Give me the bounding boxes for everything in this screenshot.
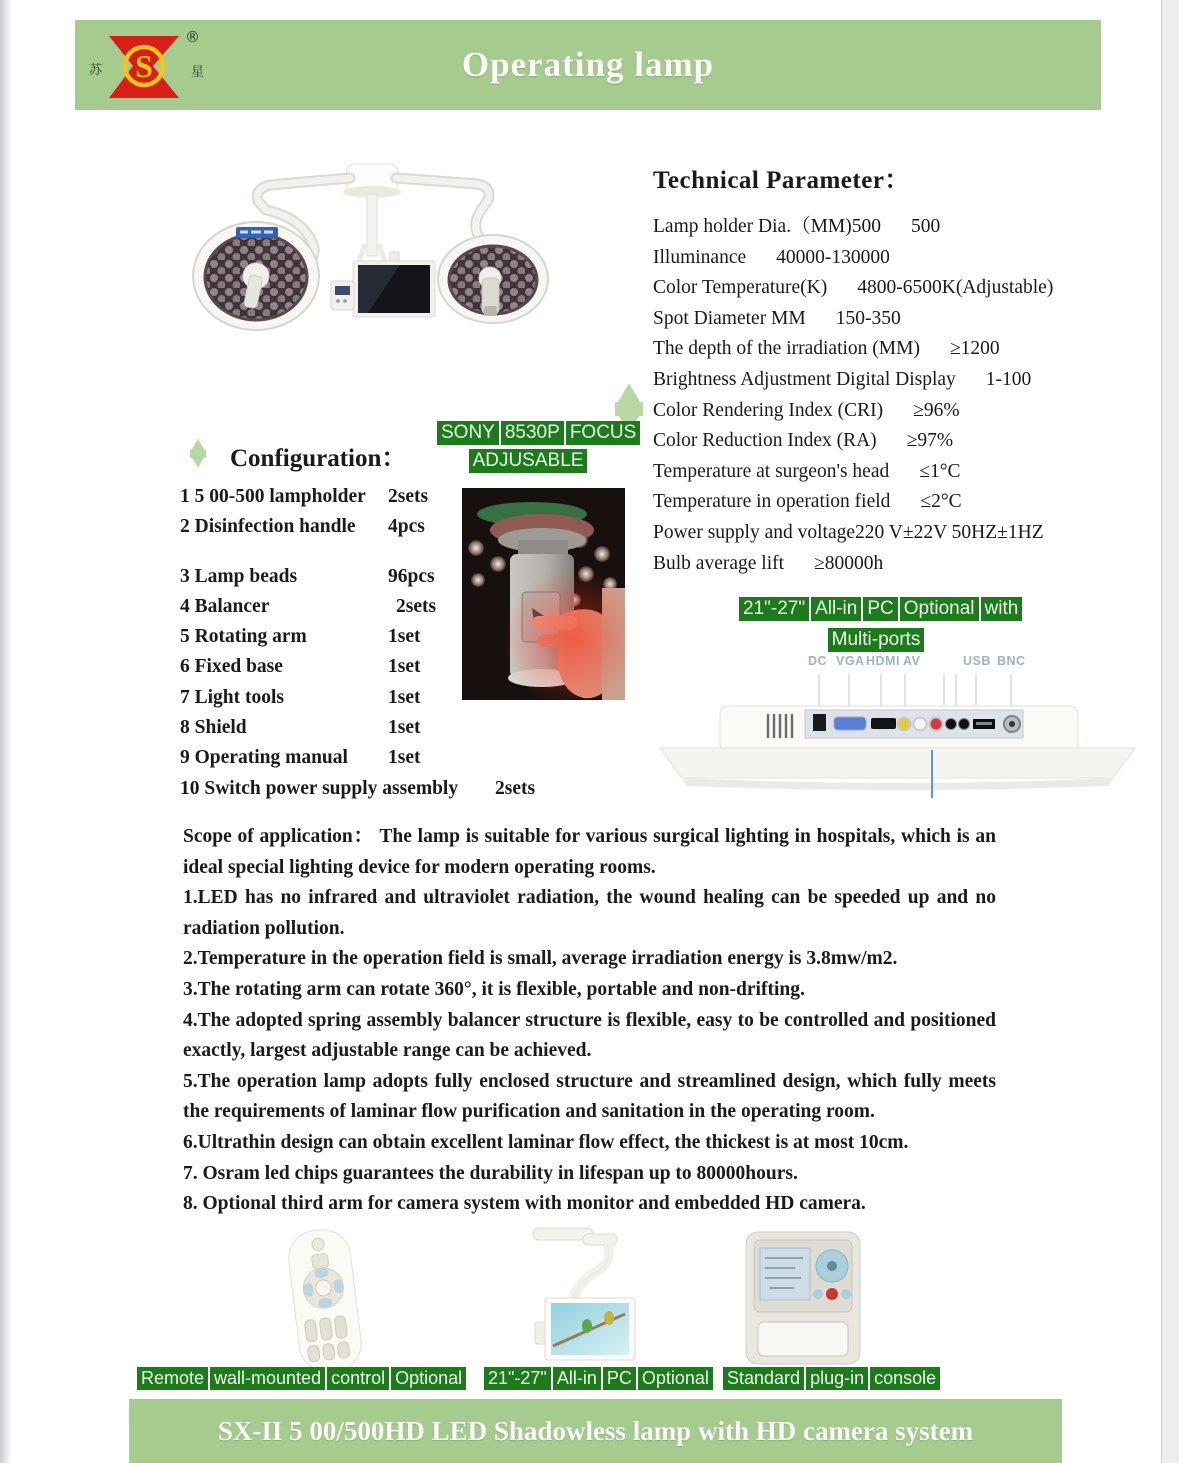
tech-row: Color Temperature(K) 4800-6500K(Adjustable) [653, 277, 1054, 299]
feature-paragraph: 4.The adopted spring assembly balancer structure is flexible, easy to be controlled and positioned exactly, largest adjustable range can be achieved. [183, 1009, 996, 1062]
feature-paragraph: 8. Optional third arm for camera system with monitor and embedded HD camera. [183, 1193, 866, 1215]
port-label-vga: VGA [836, 654, 865, 668]
feature-paragraph: 5.The operation lamp adopts fully enclosed structure and streamlined design, which fully meets the requirements of laminar flow purification and sanitation in the operating room. [183, 1070, 996, 1123]
page-title: Operating lamp [461, 45, 715, 84]
caption-allin-pc: 21"-27" All-in PC Optional [483, 1367, 714, 1390]
tech-row: Bulb average lift ≥80000h [653, 552, 884, 574]
allin-pc-label-line1: 21"-27" All-in PC Optional with [738, 597, 1014, 621]
config-item: 5 Rotating arm 1set [180, 626, 421, 648]
config-item: 1 5 00-500 lampholder 2sets [180, 486, 429, 507]
port-label-usb: USB [963, 654, 991, 668]
allin-pc-label-line2: Multi-ports [738, 628, 1014, 652]
feature-paragraph: 6.Ultrathin design can obtain excellent laminar flow effect, the thickest is at most 10cm. [183, 1131, 909, 1153]
tech-row: Color Rendering Index (CRI) ≥96% [653, 399, 960, 421]
svg-text:®: ® [185, 28, 200, 46]
monitor-ports-photo [655, 668, 1140, 798]
feature-paragraph: 2.Temperature in the operation field is small, average irradiation energy is 3.8mw/m2. [183, 948, 898, 970]
sony-adjusable-label: ADJUSABLE [436, 449, 620, 473]
port-label-hdmi: HDMI [866, 654, 900, 668]
product-model-banner: SX-II 5 00/500HD LED Shadowless lamp with HD camera system [129, 1399, 1062, 1463]
tech-row: Lamp holder Dia.（MM)500 500 [653, 216, 941, 237]
port-label-bnc: BNC [997, 654, 1026, 668]
monitor-arm-photo [495, 1226, 655, 1368]
feature-paragraph: 1.LED has no infrared and ultraviolet radiation, the wound healing can be speeded up and no radiation pollution. [183, 887, 996, 939]
tech-row: Illuminance 40000-130000 [653, 246, 890, 268]
caption-remote: Remote wall-mounted control Optional [136, 1367, 467, 1390]
config-item: 4 Balancer 2sets [180, 595, 437, 617]
config-item: 7 Light tools 1set [180, 686, 421, 708]
scope-paragraph: Scope of application： The lamp is suitable for various surgical lighting in hospitals, which is an ideal special lighting device for modern operating rooms. [183, 826, 996, 878]
port-label-av: AV [903, 654, 921, 668]
svg-text:星: 星 [191, 65, 205, 80]
svg-text:S: S [135, 48, 153, 84]
svg-text:苏: 苏 [89, 63, 103, 78]
config-item: 9 Operating manual 1set [180, 747, 421, 769]
tech-row: Temperature in operation field ≤2°C [653, 491, 962, 513]
header-banner [75, 20, 1101, 110]
config-item: 3 Lamp beads 96pcs [180, 565, 435, 587]
config-item: 8 Shield 1set [180, 717, 421, 739]
sony-focus-label: SONY 8530P FOCUS [436, 421, 620, 445]
description-section [183, 822, 996, 1220]
remote-control-photo [272, 1226, 377, 1376]
configuration-heading: Configuration： [230, 445, 407, 472]
technical-parameters-section [653, 160, 1158, 579]
plugin-console-photo [738, 1228, 868, 1368]
page-edge-right [1161, 0, 1179, 1463]
technical-parameters-heading: Technical Parameter： [653, 167, 910, 194]
tech-row: Spot Diameter MM 150-350 [653, 307, 901, 329]
tech-row: Power supply and voltage220 V±22V 50HZ±1HZ [653, 521, 1044, 543]
tech-row: Brightness Adjustment Digital Display 1-100 [653, 368, 1032, 390]
tech-row: Temperature at surgeon's head ≤1°C [653, 460, 961, 482]
caption-console: Standard plug-in console [722, 1367, 941, 1390]
brand-logo-icon [87, 28, 207, 104]
tech-row: Color Reduction Index (RA) ≥97% [653, 430, 954, 452]
port-label-dc: DC [808, 654, 828, 668]
star-icon [180, 438, 216, 474]
lamp-product-image [150, 148, 630, 418]
focus-closeup-photo [462, 488, 625, 700]
config-item: 2 Disinfection handle 4pcs [180, 516, 425, 538]
config-item: 10 Switch power supply assembly 2sets [180, 777, 536, 799]
config-item: 6 Fixed base 1set [180, 656, 421, 678]
feature-paragraph: 7. Osram led chips guarantees the durability in lifespan up to 80000hours. [183, 1162, 798, 1184]
page-edge-left [0, 0, 11, 1463]
tech-row: The depth of the irradiation (MM) ≥1200 [653, 338, 1000, 360]
feature-paragraph: 3.The rotating arm can rotate 360°, it is flexible, portable and non-drifting. [183, 978, 805, 1000]
